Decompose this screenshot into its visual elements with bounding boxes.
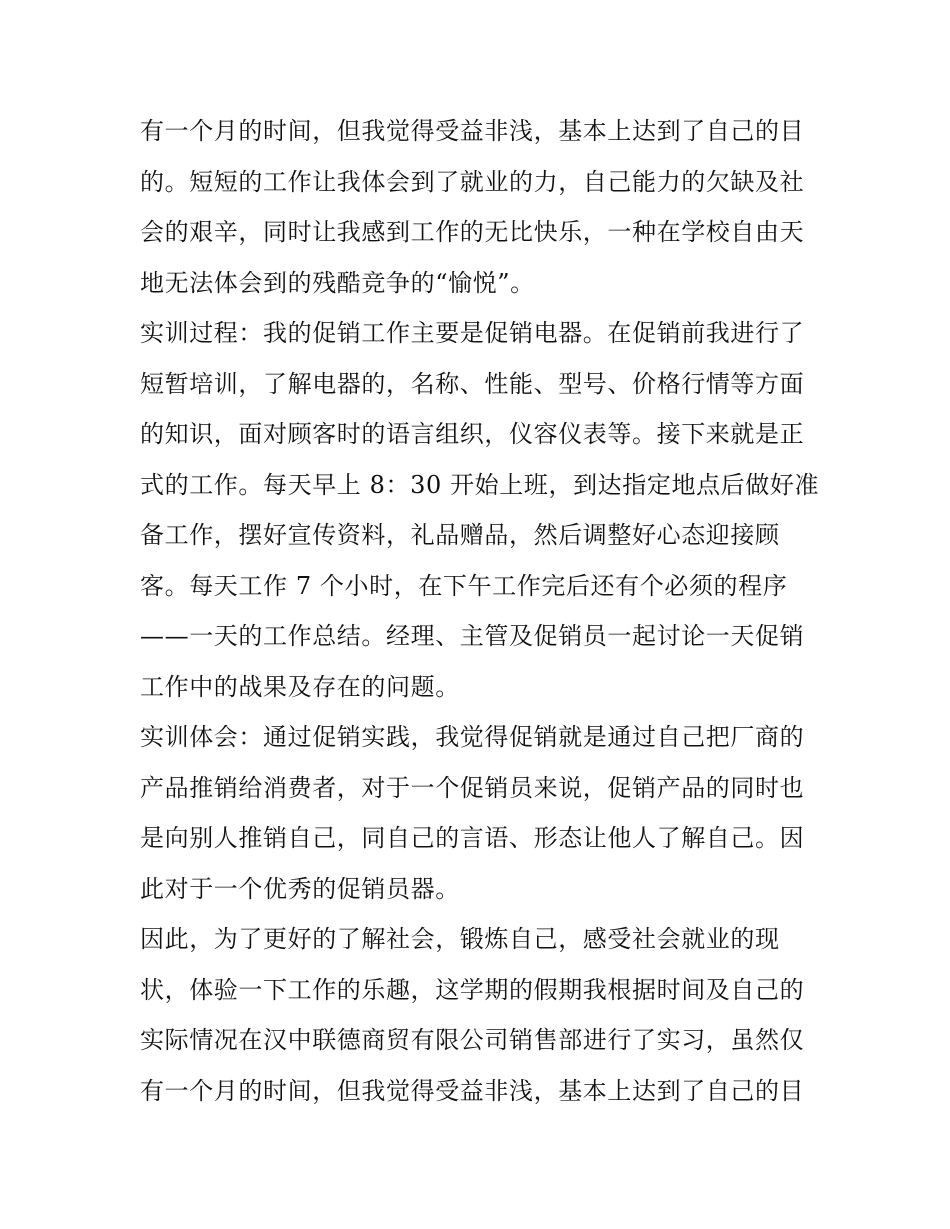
- text-line: 因此，为了更好的了解社会，锻炼自己，感受社会就业的现: [140, 925, 780, 953]
- body-text: [140, 106, 820, 1116]
- text-line: 工作中的战果及存在的问题。: [140, 672, 460, 701]
- text-line: 是向别人推销自己，同自己的言语、形态让他人了解自己。因: [140, 824, 805, 852]
- text-line: 会的艰辛，同时让我感到工作的无比快乐，一种在学校自由天: [140, 218, 805, 246]
- text-line: 备工作，摆好宣传资料，礼品赠品，然后调整好心态迎接顾: [140, 521, 780, 549]
- text-line: 有一个月的时间，但我觉得受益非浅，基本上达到了自己的目: [140, 117, 805, 145]
- text-line: 实训体会：通过促销实践，我觉得促销就是通过自己把厂商的: [140, 723, 805, 751]
- text-line: 地无法体会到的残酷竞争的“愉悦”。: [140, 268, 535, 297]
- text-line: 产品推销给消费者，对于一个促销员来说，促销产品的同时也: [140, 773, 805, 802]
- text-line: 状，体验一下工作的乐趣，这学期的假期我根据时间及自己的: [140, 975, 805, 1004]
- text-line: ——一天的工作总结。经理、主管及促销员一起讨论一天促销: [140, 622, 805, 650]
- text-line: 有一个月的时间，但我觉得受益非浅，基本上达到了自己的目: [140, 1076, 805, 1105]
- text-line: 式的工作。每天早上 8：30 开始上班，到达指定地点后做好准: [140, 470, 820, 499]
- text-line: 的。短短的工作让我体会到了就业的力，自己能力的欠缺及社: [140, 167, 805, 196]
- text-line: 实际情况在汉中联德商贸有限公司销售部进行了实习，虽然仅: [140, 1026, 805, 1054]
- text-line: 短暂培训，了解电器的，名称、性能、型号、价格行情等方面: [140, 369, 805, 398]
- text-line: 实训过程：我的促销工作主要是促销电器。在促销前我进行了: [140, 319, 805, 347]
- text-line: 的知识，面对顾客时的语言组织，仪容仪表等。接下来就是正: [140, 420, 805, 448]
- text-line: 此对于一个优秀的促销员器。: [140, 874, 460, 903]
- text-line: 客。每天工作 7 个小时，在下午工作完后还有个必须的程序: [140, 571, 788, 600]
